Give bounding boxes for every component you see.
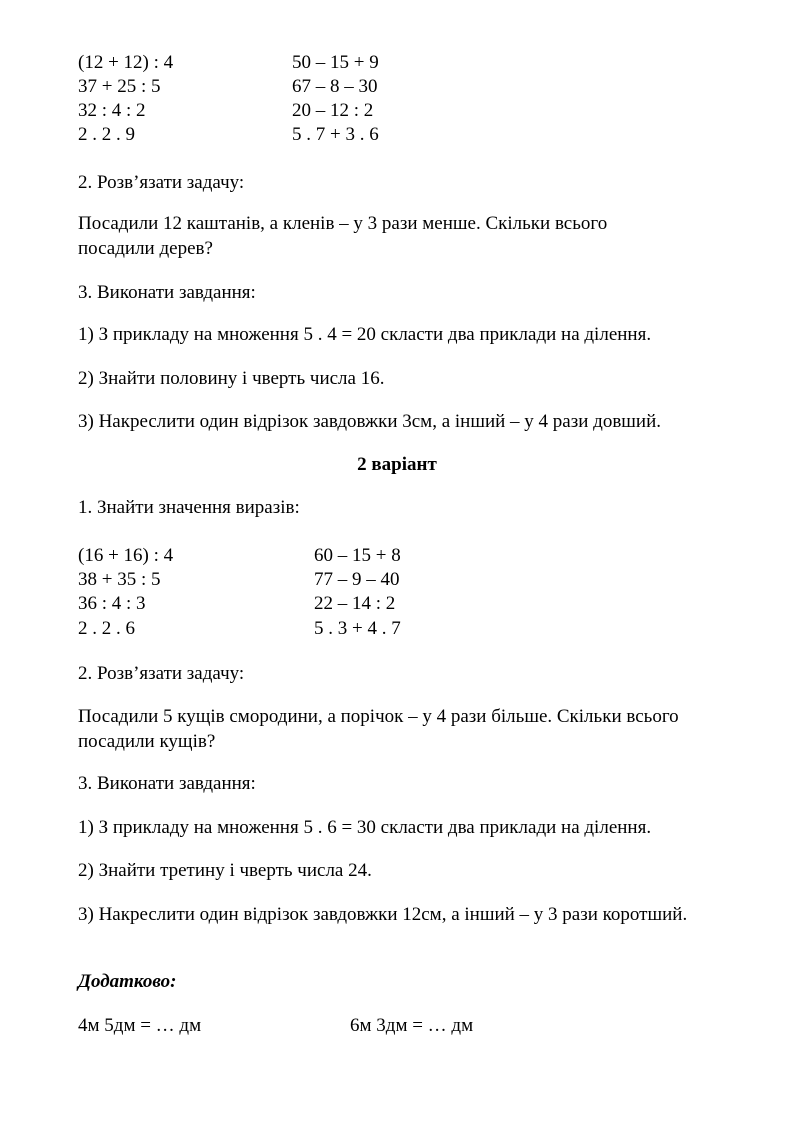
expression-row [78, 544, 173, 568]
task3-heading: 3. Виконати завдання: [78, 282, 256, 303]
expression-left: (16 + 16) : 4 [78, 545, 174, 566]
expression-left: 2 . 2 . 6 [78, 618, 135, 639]
expression-left: 32 : 4 : 2 [78, 100, 146, 121]
expression-right: 50 – 15 + 9 [292, 52, 379, 73]
expression-right: 22 – 14 : 2 [314, 593, 396, 614]
task1-heading: 1. Знайти значення виразів: [78, 497, 300, 518]
task3-item: 1) З прикладу на множення 5 . 6 = 30 скласти два приклади на ділення. [78, 817, 652, 838]
task3-item: 1) З прикладу на множення 5 . 4 = 20 скласти два приклади на ділення. [78, 324, 652, 345]
expression-row [78, 592, 146, 616]
expression-left: 38 + 35 : 5 [78, 569, 161, 590]
task2-heading: 2. Розв’язати задачу: [78, 172, 245, 193]
expression-left: 2 . 2 . 9 [78, 124, 135, 145]
task3-item: 2) Знайти третину і чверть числа 24. [78, 860, 372, 881]
expression-row [78, 75, 161, 99]
expression-row [78, 123, 135, 147]
expression-right: 67 – 8 – 30 [292, 76, 378, 97]
extra-expression-left: 4м 5дм = … дм [78, 1015, 202, 1036]
expression-right: 20 – 12 : 2 [292, 100, 374, 121]
task3-item: 3) Накреслити один відрізок завдовжки 3см, а інший – у 4 рази довший. [78, 411, 662, 432]
expression-row [78, 568, 161, 592]
variant-title: 2 варіант [357, 454, 437, 475]
expression-right: 60 – 15 + 8 [314, 545, 401, 566]
task3-item: 2) Знайти половину і чверть числа 16. [78, 368, 385, 389]
expression-row [78, 99, 146, 123]
expression-left: 36 : 4 : 3 [78, 593, 146, 614]
task2-problem-text: Посадили 12 каштанів, а кленів – у 3 рази менше. Скільки всього посадили дерев? [78, 213, 608, 259]
expression-left: 37 + 25 : 5 [78, 76, 161, 97]
task3-heading: 3. Виконати завдання: [78, 773, 256, 794]
expression-right: 5 . 7 + 3 . 6 [292, 124, 379, 145]
expression-left: (12 + 12) : 4 [78, 52, 174, 73]
expression-row [78, 617, 135, 641]
task2-problem-text: Посадили 5 кущів смородини, а порічок – у 4 рази більше. Скільки всього посадили кущів? [78, 706, 679, 752]
expression-right: 5 . 3 + 4 . 7 [314, 618, 401, 639]
expression-row [78, 51, 173, 75]
extra-expression-right: 6м 3дм = … дм [350, 1015, 474, 1036]
task2-heading: 2. Розв’язати задачу: [78, 663, 245, 684]
extra-heading: Додатково: [78, 971, 177, 992]
task3-item: 3) Накреслити один відрізок завдовжки 12см, а інший – у 3 рази коротший. [78, 904, 688, 925]
expression-right: 77 – 9 – 40 [314, 569, 400, 590]
